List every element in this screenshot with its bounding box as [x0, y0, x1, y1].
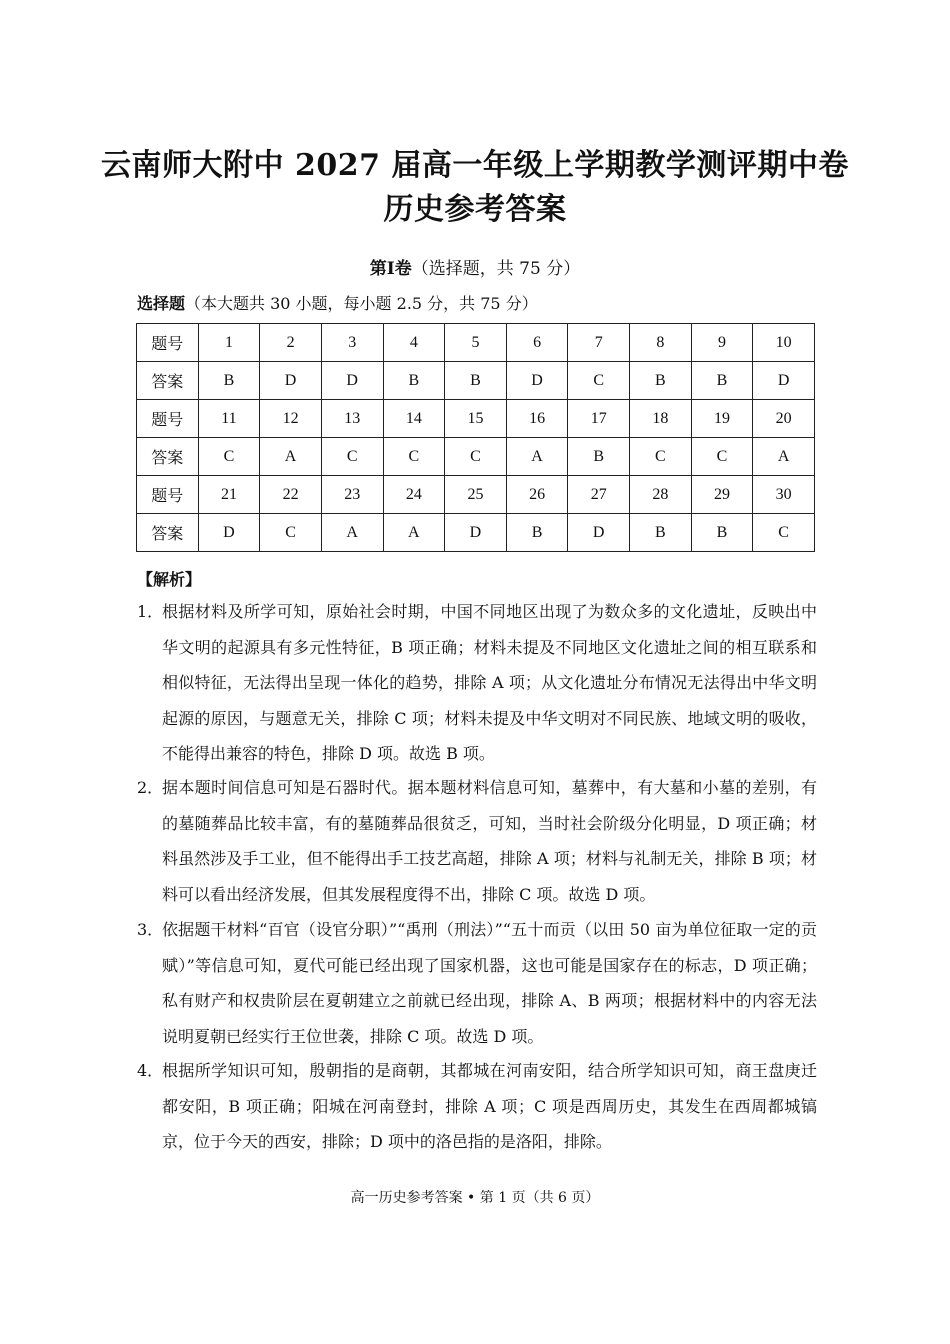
answer-table-row [137, 362, 815, 400]
answer-table-cell: 22 [260, 476, 322, 514]
page-footer: 高一历史参考答案 • 第 1 页（共 6 页） [350, 1190, 600, 1206]
answer-table-cell: C [753, 514, 815, 552]
answer-table-cell: 23 [321, 476, 383, 514]
answer-table-row-header: 答案 [137, 438, 199, 476]
answer-table-cell: C [198, 438, 260, 476]
answer-table-cell: 29 [691, 476, 753, 514]
answer-table-cell: D [753, 362, 815, 400]
answer-table-cell: 14 [383, 400, 445, 438]
answer-table-cell: C [445, 438, 507, 476]
answer-table-cell: 5 [445, 324, 507, 362]
answer-table-cell: C [321, 438, 383, 476]
analysis-item [137, 594, 817, 772]
analysis-item-text: 据本题时间信息可知是石器时代。据本题材料信息可知，墓葬中，有大墓和小墓的差别，有的墓随葬品比较丰富，有的墓随葬品很贫乏，可知，当时社会阶级分化明显，D 项正确；材料虽然涉及手工业，但不能得出手工技艺高超，排除 A 项；材料与礼制无关，排除 B 项；材料可以看出经济发展，但其发展程度得不出，排除 C 项。故选 D 项。 [162, 778, 817, 904]
answer-table [136, 323, 815, 552]
answer-table-cell: A [753, 438, 815, 476]
section-intro-bold: 选择题 [137, 294, 186, 313]
answer-table-cell: D [506, 362, 568, 400]
answer-table-cell: 19 [691, 400, 753, 438]
section-intro-rest: （本大题共 30 小题，每小题 2.5 分，共 75 分） [185, 294, 538, 313]
answer-table-cell: 12 [260, 400, 322, 438]
answer-table-cell: D [445, 514, 507, 552]
answer-table-cell: B [630, 362, 692, 400]
answer-table-cell: 9 [691, 324, 753, 362]
answer-table-cell: B [506, 514, 568, 552]
section-intro [137, 291, 538, 314]
analysis-item-number: 3． [137, 920, 164, 939]
answer-table-cell: 15 [445, 400, 507, 438]
answer-table-cell: 1 [198, 324, 260, 362]
answer-table-cell: 21 [198, 476, 260, 514]
answer-table-row [137, 514, 815, 552]
section-title [0, 254, 950, 279]
answer-table-row-header: 题号 [137, 324, 199, 362]
answer-table-cell: A [383, 514, 445, 552]
answer-table-row [137, 476, 815, 514]
answer-table-cell: 16 [506, 400, 568, 438]
analysis-item [137, 1053, 817, 1160]
answer-table-cell: 28 [630, 476, 692, 514]
answer-table-cell: 17 [568, 400, 630, 438]
answer-table-cell: 3 [321, 324, 383, 362]
section-title-bold: 第Ⅰ卷 [369, 259, 412, 279]
analysis-item-text: 依据题干材料“百官（设官分职）”“禹刑（刑法）”“五十而贡（以田 50 亩为单位征取一定的贡赋）”等信息可知，夏代可能已经出现了国家机器，这也可能是国家存在的标志，D 项正确；私有财产和权贵阶层在夏朝建立之前就已经出现，排除 A、B 两项；根据材料中的内容无法说明夏朝已经实行王位世袭，排除 C 项。故选 D 项。 [162, 920, 817, 1046]
answer-table-row [137, 438, 815, 476]
answer-table-cell: 20 [753, 400, 815, 438]
answer-table-cell: D [321, 362, 383, 400]
answer-table-cell: D [568, 514, 630, 552]
answer-table-cell: 7 [568, 324, 630, 362]
document-title-line1: 云南师大附中 2027 届高一年级上学期教学测评期中卷 [101, 148, 849, 183]
answer-table-cell: C [568, 362, 630, 400]
answer-table-cell: D [198, 514, 260, 552]
answer-table-cell: C [691, 438, 753, 476]
analysis-item-number: 2． [137, 778, 164, 797]
document-title-line2: 历史参考答案 [383, 192, 567, 227]
answer-table-cell: B [691, 362, 753, 400]
answer-table-cell: 30 [753, 476, 815, 514]
answer-table-cell: B [198, 362, 260, 400]
answer-table-row [137, 324, 815, 362]
answer-table-cell: B [630, 514, 692, 552]
analysis-label: 【解析】 [137, 570, 202, 589]
answer-table-row-header: 答案 [137, 362, 199, 400]
analysis-item-number: 4． [137, 1061, 164, 1080]
answer-table-row-header: 题号 [137, 400, 199, 438]
answer-table-cell: B [383, 362, 445, 400]
answer-table-cell: C [260, 514, 322, 552]
answer-table-cell: 8 [630, 324, 692, 362]
analysis-item [137, 770, 817, 912]
analysis-item-text: 根据所学知识可知，殷朝指的是商朝，其都城在河南安阳，结合所学知识可知，商王盘庚迁都安阳，B 项正确；阳城在河南登封，排除 A 项；C 项是西周历史，其发生在西周都城镐京，位于今天的西安，排除；D 项中的洛邑指的是洛阳，排除。 [162, 1061, 817, 1151]
answer-table-cell: 11 [198, 400, 260, 438]
answer-table-cell: 26 [506, 476, 568, 514]
answer-table-cell: B [691, 514, 753, 552]
answer-table-row [137, 400, 815, 438]
answer-table-cell: B [445, 362, 507, 400]
answer-table-row-header: 题号 [137, 476, 199, 514]
answer-table-row-header: 答案 [137, 514, 199, 552]
answer-table-cell: 18 [630, 400, 692, 438]
answer-table-cell: 10 [753, 324, 815, 362]
answer-table-cell: B [568, 438, 630, 476]
answer-table-cell: C [383, 438, 445, 476]
answer-table-cell: A [506, 438, 568, 476]
analysis-item [137, 912, 817, 1054]
answer-table-cell: 25 [445, 476, 507, 514]
answer-table-cell: D [260, 362, 322, 400]
section-title-rest: （选择题，共 75 分） [411, 259, 581, 279]
answer-table-cell: 27 [568, 476, 630, 514]
answer-table-cell: A [321, 514, 383, 552]
answer-table-cell: 4 [383, 324, 445, 362]
answer-table-cell: 6 [506, 324, 568, 362]
answer-table-cell: 2 [260, 324, 322, 362]
answer-table-cell: A [260, 438, 322, 476]
answer-table-cell: 13 [321, 400, 383, 438]
answer-table-cell: 24 [383, 476, 445, 514]
answer-table-cell: C [630, 438, 692, 476]
analysis-item-text: 根据材料及所学可知，原始社会时期，中国不同地区出现了为数众多的文化遗址，反映出中华文明的起源具有多元性特征，B 项正确；材料未提及不同地区文化遗址之间的相互联系和相似特征，无法得出呈现一体化的趋势，排除 A 项；从文化遗址分布情况无法得出中华文明起源的原因，与题意无关，排除 C 项；材料未提及中华文明对不同民族、地域文明的吸收，不能得出兼容的特色，排除 D 项。故选 B 项。 [162, 602, 817, 763]
analysis-item-number: 1． [137, 602, 164, 621]
